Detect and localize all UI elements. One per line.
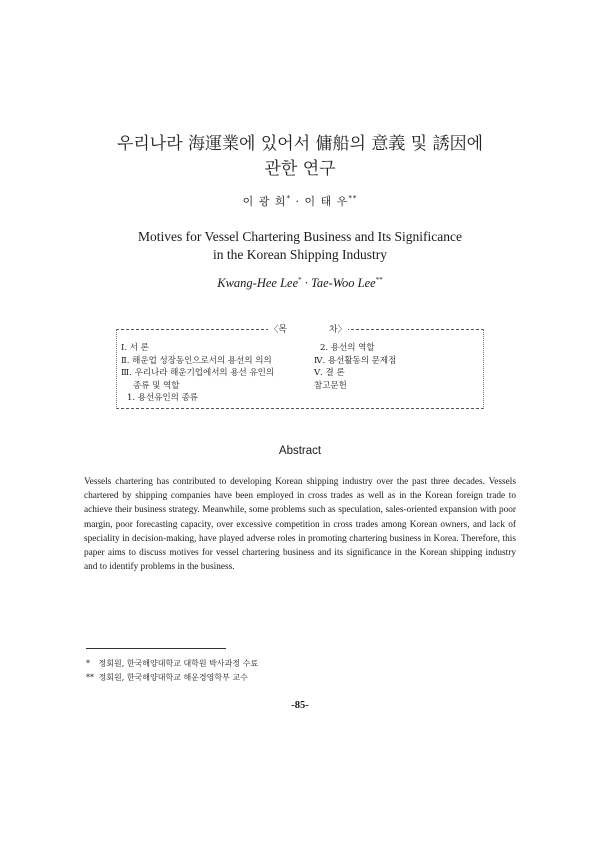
korean-author-1: 이 광 희 [242,195,287,208]
footnote-text: 정회원, 한국해양대학교 대학원 박사과정 수료 [98,659,259,668]
toc-right-column [314,342,479,392]
toc-label-left: 〈목 [269,325,288,335]
korean-author-2-mark: ** [348,194,358,203]
footnote-mark: * [86,659,90,668]
toc-item: 참고문헌 [314,380,347,391]
english-authors [0,276,600,291]
footnote [86,671,258,685]
footnote-mark: ** [86,673,94,682]
english-title-line-1: Motives for Vessel Chartering Business and Its Significance [137,229,463,244]
toc-item: Ⅴ. 결 론 [314,368,345,378]
english-title-line-2: in the Korean Shipping Industry [213,247,387,262]
abstract-body: Vessels chartering has contributed to developing Korean shipping industry over the past three decades. Vessels chartered by shipping companies have been employed in cross trades as well as in the Korean foreign trade to achieve their business strategy. Meanwhile, some problems such as speculation, sales-oriented expansion with poor margin, poor forecasting capacity, over excessive competition in cross trades among Korean owners, and lack of speciality in decision-making, have played adverse roles in promoting chartering business in Korea. Therefore, this paper aims to discuss motives for vessel chartering business and its significance in the Korean shipping industry and to identify problems in the business. [84,477,516,573]
toc-label [268,322,348,335]
toc-item: Ⅰ. 서 론 [121,343,149,353]
korean-authors [0,193,600,209]
toc-item: Ⅲ. 우리나라 해운기업에서의 용선 유인의 [121,368,275,378]
footnote-text: 정회원, 한국해양대학교 해운경영학부 교수 [98,673,248,682]
english-author-1-mark: * [298,276,302,284]
english-author-separator: · [301,276,312,291]
korean-title-line-1: 우리나라 海運業에 있어서 傭船의 意義 및 誘因에 [116,134,484,154]
footnote-divider [86,648,226,649]
english-author-2: Tae-Woo Lee [311,276,376,291]
english-title [60,228,540,264]
abstract-heading: Abstract [278,445,322,457]
korean-title-line-2: 관한 연구 [264,159,336,179]
english-author-2-mark: ** [375,276,383,284]
english-author-1: Kwang-Hee Lee [217,276,299,291]
footnotes [86,657,258,685]
korean-title [80,132,520,182]
korean-author-2: 이 태 우 [304,195,349,208]
korean-author-1-mark: * [286,194,291,203]
page-number: -85- [291,700,309,711]
toc-item: 2. 용선의 역할 [320,343,375,353]
toc-left-column [121,342,316,405]
toc-item: 종류 및 역할 [133,380,180,391]
toc-label-right: 차〉 [328,325,347,335]
korean-author-separator: · [291,195,305,208]
table-of-contents [116,325,484,409]
toc-item: 1. 용선유인의 종류 [127,393,198,403]
footnote [86,657,258,671]
toc-item: Ⅳ. 용선활동의 문제점 [314,355,397,366]
toc-item: Ⅱ. 해운업 성장동인으로서의 용선의 의의 [121,355,272,366]
